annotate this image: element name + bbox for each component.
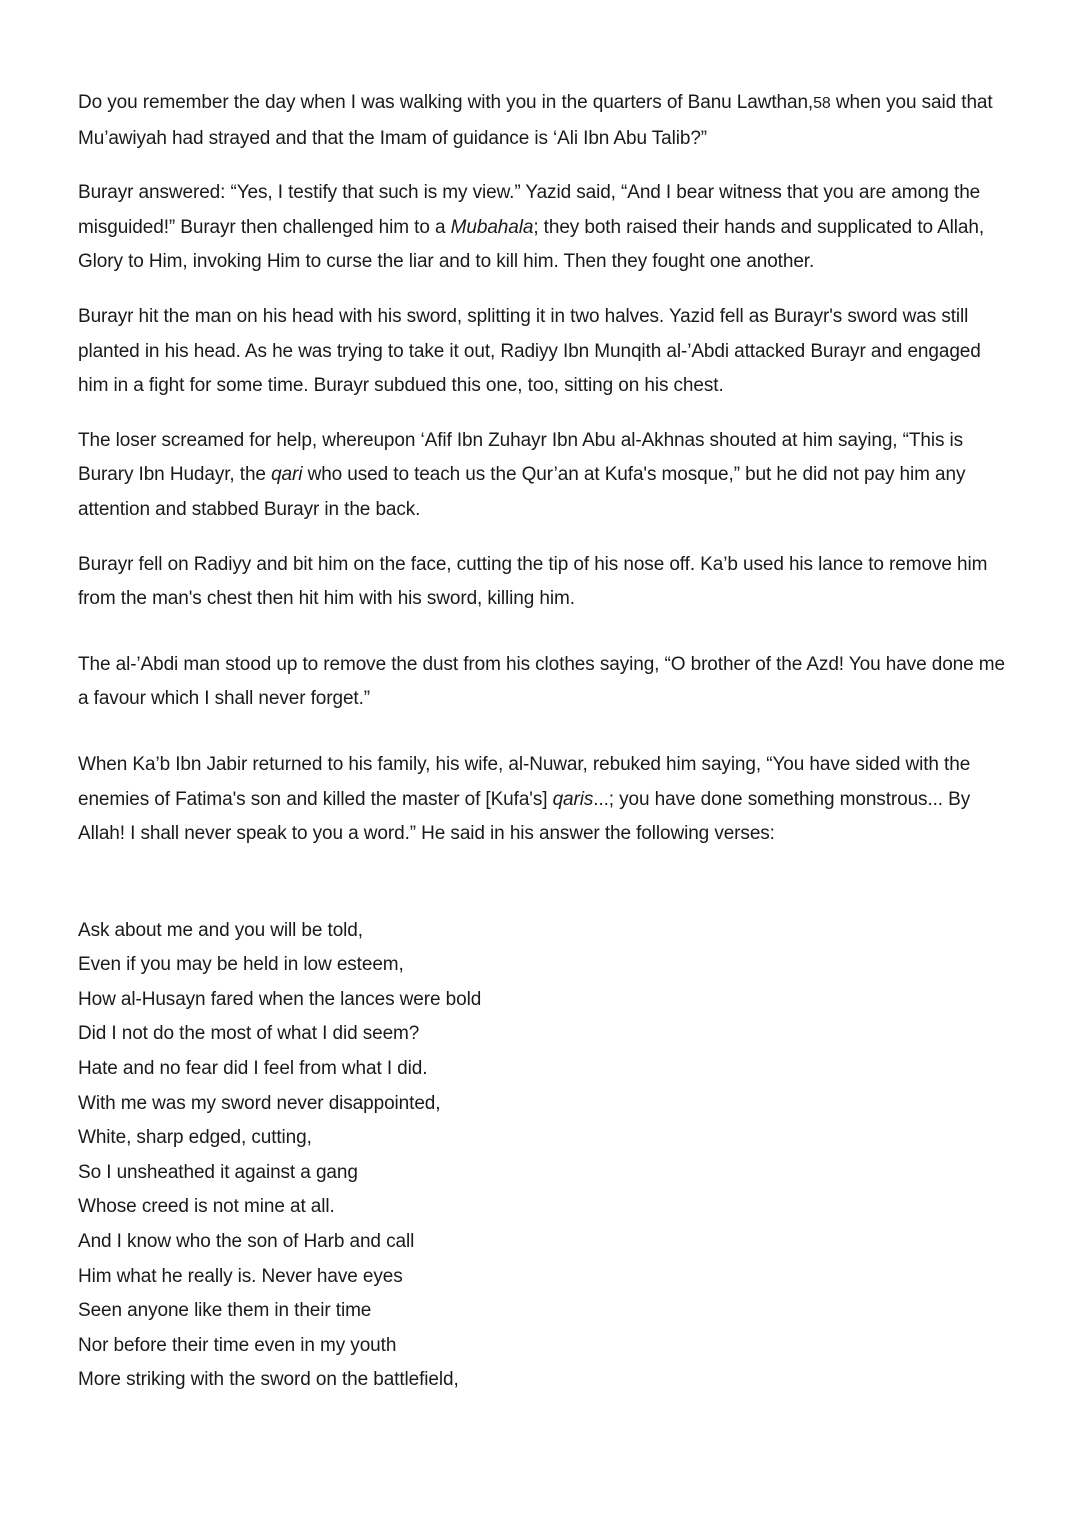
poem-line: White, sharp edged, cutting, xyxy=(78,1127,312,1149)
poem-line: Nor before their time even in my youth xyxy=(78,1334,397,1356)
term-mubahala: Mubahala xyxy=(450,216,534,238)
paragraph-4-text: The loser screamed for help, whereupon ‘Afif Ibn Zuhayr Ibn Abu al-Akhnas shouted at him saying, “This is Burary Ibn Hudayr, the xyxy=(78,429,964,486)
paragraph-4-text-cont: who used to teach us the Qur’an at Kufa's mosque,” but he did not pay him any attention and stabbed Burayr in the back. xyxy=(78,464,966,520)
paragraph-6: The al-’Abdi man stood up to remove the dust from his clothes saying, “O brother of the Azd! You have done me a favour which I shall never forget.” xyxy=(78,653,1005,710)
paragraph-7-text: When Ka’b Ibn Jabir returned to his family, his wife, al-Nuwar, rebuked him saying, “You have sided with the enemies of Fatima's son and killed the master of [Kufa's] xyxy=(78,753,971,810)
poem-line: And I know who the son of Harb and call xyxy=(78,1231,415,1253)
paragraph-2 xyxy=(78,176,1008,280)
paragraph-2-text-cont: ; they both raised their hands and supplicated to Allah, Glory to Him, invoking Him to curse the liar and to kill him. Then they fought one another. xyxy=(78,216,985,273)
poem-line: Whose creed is not mine at all. xyxy=(78,1196,335,1218)
poem-line: Did I not do the most of what I did seem? xyxy=(78,1023,420,1045)
paragraph-3: Burayr hit the man on his head with his sword, splitting it in two halves. Yazid fell as Burayr's sword was still planted in his head. As he was trying to take it out, Radiyy Ibn Munqith al-’Abdi attacked Burayr and engaged him in a fight for some time. Burayr subdued this one, too, sitting on his chest. xyxy=(78,305,981,397)
term-qaris: qaris xyxy=(552,788,594,810)
poem-line: How al-Husayn fared when the lances were bold xyxy=(78,988,482,1010)
paragraph-1 xyxy=(78,86,1008,156)
poem-line: With me was my sword never disappointed, xyxy=(78,1092,441,1114)
paragraph-2-text: Burayr answered: “Yes, I testify that such is my view.” Yazid said, “And I bear witness that you are among the misguided!” Burayr then challenged him to a xyxy=(78,182,981,238)
paragraph-4 xyxy=(78,424,1008,528)
footnote-marker-58: 58 xyxy=(813,95,831,112)
poem xyxy=(78,914,1008,1398)
paragraph-1-text: Do you remember the day when I was walking with you in the quarters of Banu Lawthan, xyxy=(78,92,814,113)
term-qari: qari xyxy=(271,464,303,486)
poem-line: Even if you may be held in low esteem, xyxy=(78,954,404,976)
paragraph-7-text-cont: ...; you have done something monstrous... By Allah! I shall never speak to you a word.” He said in his answer the following verses: xyxy=(78,788,971,845)
paragraph-5: Burayr fell on Radiyy and bit him on the face, cutting the tip of his nose off. Ka’b used his lance to remove him from the man's chest then hit him with his sword, killing him. xyxy=(78,553,988,610)
poem-line: So I unsheathed it against a gang xyxy=(78,1161,358,1183)
poem-line: Seen anyone like them in their time xyxy=(78,1300,372,1322)
paragraph-7 xyxy=(78,748,1008,852)
document-page xyxy=(78,86,1008,1398)
poem-line: Him what he really is. Never have eyes xyxy=(78,1265,403,1287)
poem-line: Hate and no fear did I feel from what I did. xyxy=(78,1058,428,1080)
poem-line: More striking with the sword on the battlefield, xyxy=(78,1369,459,1391)
poem-line: Ask about me and you will be told, xyxy=(78,919,363,941)
paragraph-1-text-cont: when you said that Mu’awiyah had strayed and that the Imam of guidance is ‘Ali Ibn Abu Talib?” xyxy=(78,92,993,149)
